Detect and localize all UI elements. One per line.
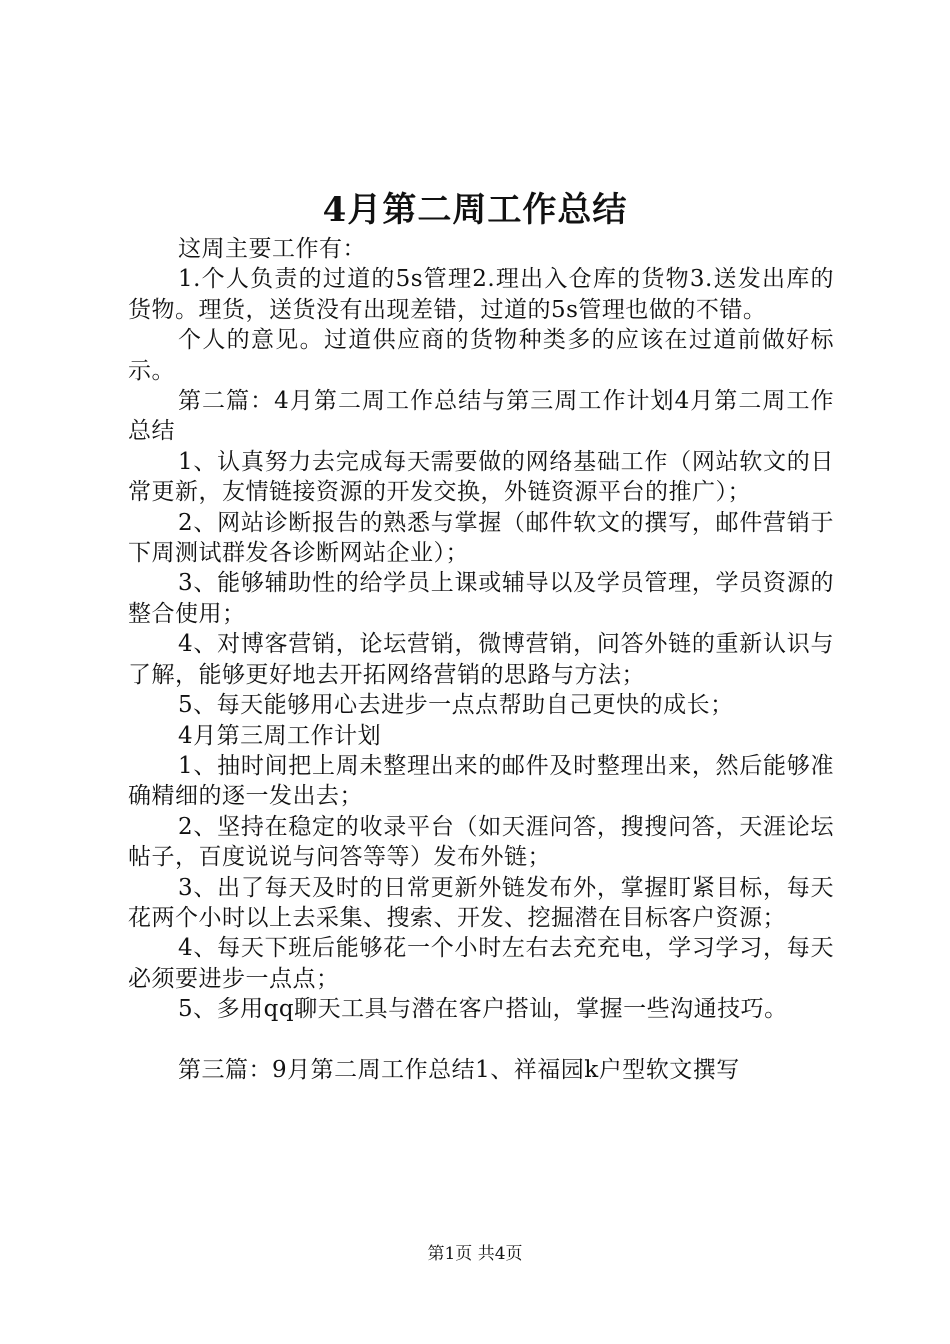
paragraph-9: 5、每天能够用心去进步一点点帮助自己更快的成长； [178,692,734,719]
paragraph-11: 1、抽时间把上周未整理出来的邮件及时整理出来，然后能够准确精细的逐一发出去； [128,752,834,810]
page-footer: 第1页 共4页 [427,1244,523,1264]
paragraph-3: 个人的意见。过道供应商的货物种类多的应该在过道前做好标示。 [128,327,834,384]
paragraph-4: 第二篇：4月第二周工作总结与第三周工作计划4月第二周工作总结 [128,388,834,445]
paragraph-5: 1、认真努力去完成每天需要做的网络基础工作（网站软文的日常更新，友情链接资源的开发交换，外链资源平台的推广）； [128,448,834,506]
document-body [128,234,834,1085]
paragraph-16: 第三篇：9月第二周工作总结1、祥福园k户型软文撰写 [178,1056,740,1083]
paragraph-12: 2、坚持在稳定的收录平台（如天涯问答，搜搜问答，天涯论坛帖子，百度说说与问答等等）发布外链； [128,813,834,871]
paragraph-13: 3、出了每天及时的日常更新外链发布外，掌握盯紧目标，每天花两个小时以上去采集、搜索、开发、挖掘潜在目标客户资源； [128,874,834,931]
paragraph-6: 2、网站诊断报告的熟悉与掌握（邮件软文的撰写，邮件营销于下周测试群发各诊断网站企业）； [128,509,834,567]
paragraph-7: 3、能够辅助性的给学员上课或辅导以及学员管理，学员资源的整合使用； [128,570,834,627]
paragraph-10: 4月第三周工作计划 [178,722,382,749]
document-title: 4月第二周工作总结 [322,190,628,230]
paragraph-2: 1.个人负责的过道的5s管理2.理出入仓库的货物3.送发出库的货物。理货，送货没有出现差错，过道的5s管理也做的不错。 [128,266,834,323]
paragraph-15: 5、多用qq聊天工具与潜在客户搭讪，掌握一些沟通技巧。 [178,996,788,1023]
paragraph-1: 这周主要工作有： [178,236,366,262]
paragraph-8: 4、对博客营销，论坛营销，微博营销，问答外链的重新认识与了解，能够更好地去开拓网络营销的思路与方法； [128,631,834,688]
paragraph-14: 4、每天下班后能够花一个小时左右去充充电，学习学习，每天必须要进步一点点； [128,935,834,992]
